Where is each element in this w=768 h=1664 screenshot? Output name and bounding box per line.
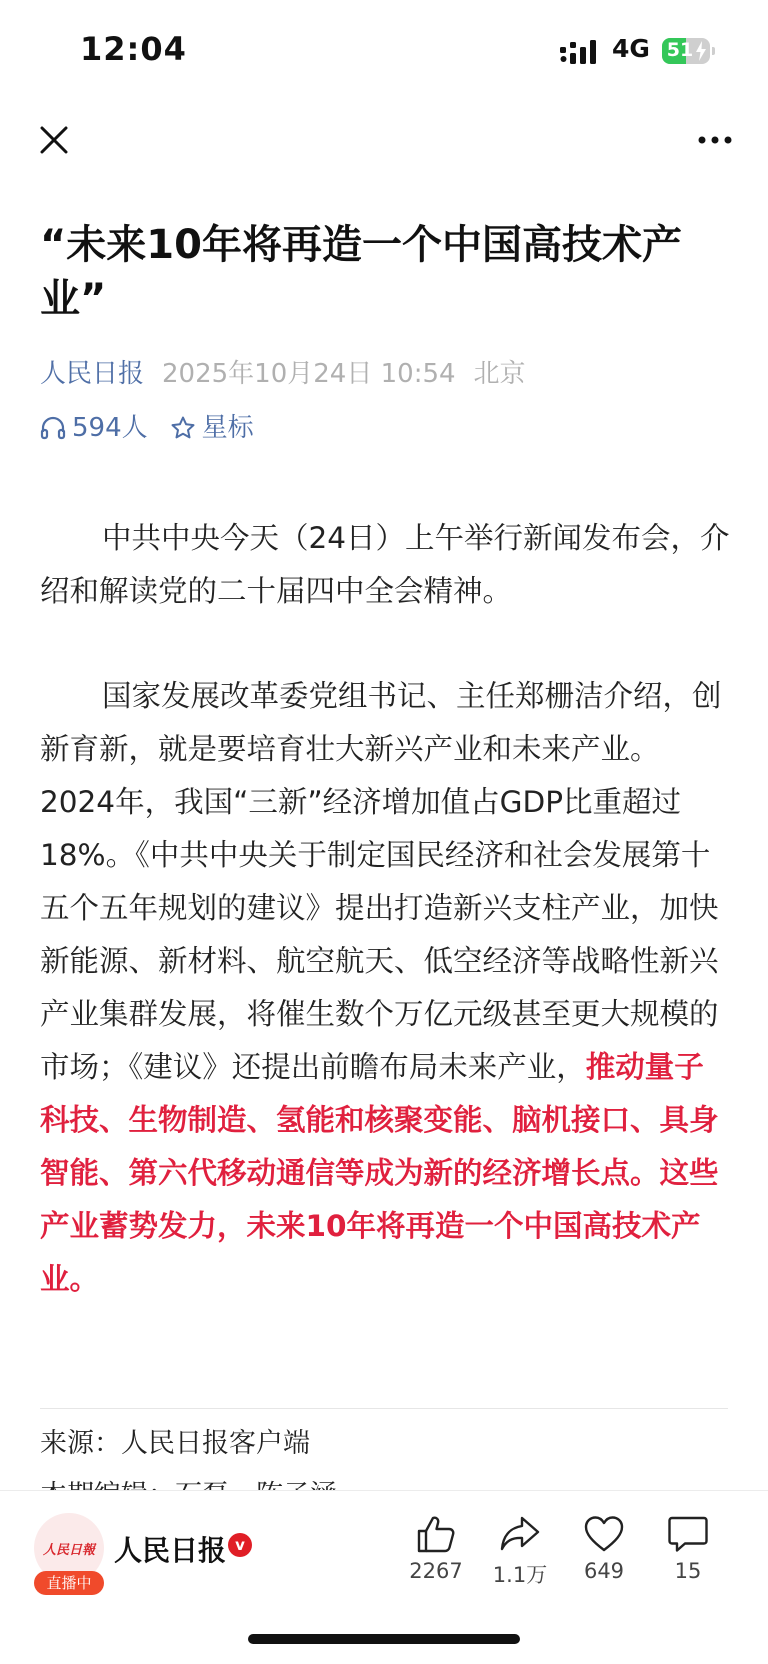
- headphones-icon: [40, 415, 66, 441]
- paragraph-2-text: 国家发展改革委党组书记、主任郑栅洁介绍，创新育新，就是要培育壮大新兴产业和未来产业。2024年，我国“三新”经济增加值占GDP比重超过18%。《中共中央关于制定国民经济和社会发展第十五个五年规划的建议》提出打造新兴支柱产业，加快新能源、新材料、航空航天、低空经济等战略性新兴产业集群发展，将催生数个万亿元级甚至更大规模的市场；《建议》还提出前瞻布局未来产业，: [40, 679, 722, 1084]
- star-button[interactable]: [170, 410, 254, 446]
- like-count: 2267: [409, 1559, 463, 1583]
- favorite-count: 649: [583, 1559, 625, 1583]
- share-icon: [500, 1515, 540, 1553]
- close-button[interactable]: [30, 116, 78, 164]
- listener-count: 594人: [72, 413, 148, 443]
- source-line: 来源：人民日报客户端: [40, 1428, 310, 1459]
- favorite-button[interactable]: [564, 1515, 644, 1583]
- battery-charging-icon: [662, 38, 716, 64]
- channel-name[interactable]: 人民日报: [114, 1534, 227, 1567]
- article-stats: [40, 410, 254, 446]
- network-type: 4G: [612, 34, 650, 63]
- avatar-logo-text: 人民日報: [42, 1542, 95, 1558]
- more-button[interactable]: [690, 116, 740, 164]
- verified-badge-icon: v: [228, 1533, 252, 1557]
- comment-button[interactable]: [648, 1515, 728, 1583]
- star-label: 星标: [201, 413, 254, 443]
- status-bar: [0, 0, 768, 96]
- source-link[interactable]: 人民日报: [40, 359, 145, 389]
- like-button[interactable]: [396, 1515, 476, 1583]
- comment-count: 15: [674, 1559, 702, 1583]
- status-time: 12:04: [80, 30, 187, 68]
- article-meta: [40, 356, 526, 392]
- article-title: “未来10年将再造一个中国高技术产业”: [40, 222, 682, 322]
- battery-level: 51: [666, 39, 694, 61]
- more-horizontal-icon[interactable]: [697, 135, 733, 145]
- live-badge[interactable]: 直播中: [34, 1571, 104, 1595]
- nav-bar: [0, 96, 768, 186]
- divider: [40, 1408, 728, 1409]
- share-count: 1.1万: [492, 1563, 548, 1587]
- signal-bars-icon: [560, 38, 602, 64]
- paragraph-2: [40, 670, 732, 1306]
- home-indicator[interactable]: [248, 1634, 520, 1644]
- paragraph-1: 中共中央今天（24日）上午举行新闻发布会，介绍和解读党的二十届四中全会精神。: [40, 521, 730, 608]
- listen-button[interactable]: [40, 410, 148, 446]
- heart-icon: [584, 1515, 624, 1553]
- publish-datetime: 2025年10月24日 10:54: [162, 359, 456, 389]
- article-body: [40, 512, 732, 1358]
- star-icon: [170, 415, 196, 441]
- thumbs-up-icon: [416, 1515, 456, 1553]
- close-icon[interactable]: [39, 125, 69, 155]
- share-button[interactable]: [480, 1515, 560, 1589]
- location: 北京: [473, 359, 526, 389]
- highlighted-text: 推动量子科技、生物制造、氢能和核聚变能、脑机接口、具身智能、第六代移动通信等成为新的经济增长点。这些产业蓄势发力，未来10年将再造一个中国高技术产业。: [40, 1050, 719, 1296]
- comment-icon: [668, 1515, 708, 1553]
- charging-bolt-icon: [695, 41, 707, 61]
